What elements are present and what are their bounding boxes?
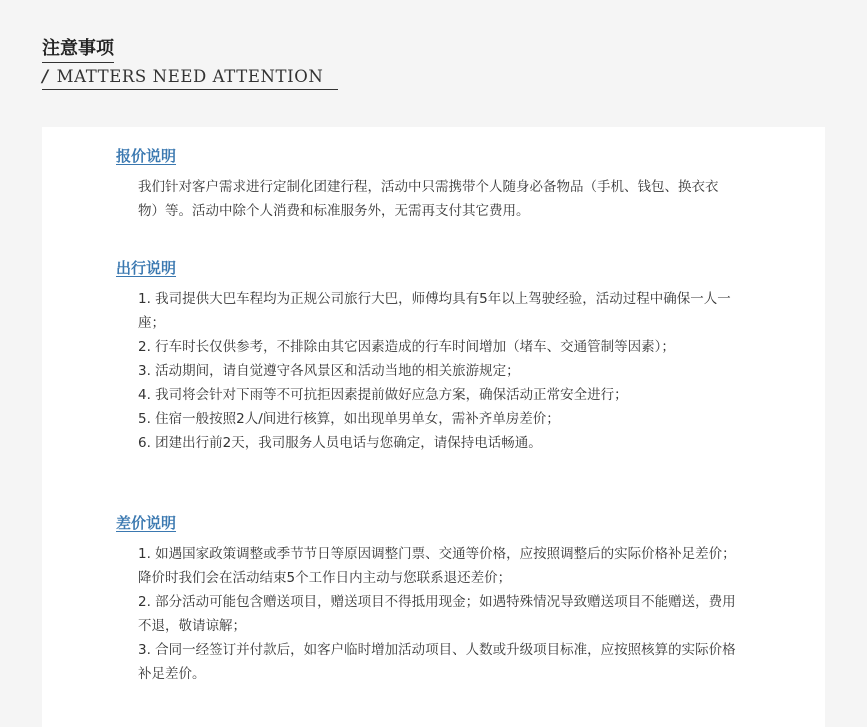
list-item: 5. 住宿一般按照2人/间进行核算，如出现单男单女，需补齐单房差价； (138, 411, 560, 427)
section-title-price-difference[interactable]: 差价说明 (116, 514, 177, 532)
list-item: 3. 活动期间，请自觉遵守各风景区和活动当地的相关旅游规定； (138, 363, 520, 379)
section-title-pricing[interactable]: 报价说明 (116, 147, 177, 165)
page-header (42, 36, 338, 90)
subtitle-text: MATTERS NEED ATTENTION (56, 67, 324, 86)
list-item: 3. 合同一经签订并付款后，如客户临时增加活动项目、人数或升级项目标准，应按照核算的实际价格补足差价。 (138, 642, 736, 682)
section-price-difference (116, 512, 736, 686)
section-title-travel[interactable]: 出行说明 (116, 259, 177, 277)
page-subtitle (42, 66, 338, 90)
list-item: 1. 我司提供大巴车程均为正规公司旅行大巴，师傅均具有5年以上驾驶经验，活动过程中确保一人一座； (138, 291, 731, 331)
list-item: 6. 团建出行前2天，我司服务人员电话与您确定，请保持电话畅通。 (138, 435, 542, 451)
body-paragraph: 我们针对客户需求进行定制化团建行程，活动中只需携带个人随身必备物品（手机、钱包、换衣衣物）等。活动中除个人消费和标准服务外，无需再支付其它费用。 (138, 179, 719, 219)
section-pricing (116, 145, 736, 223)
section-body-price-difference (116, 542, 736, 686)
section-body-pricing (116, 175, 736, 223)
subtitle-slash: / (42, 67, 49, 86)
list-item: 2. 部分活动可能包含赠送项目，赠送项目不得抵用现金；如遇特殊情况导致赠送项目不能赠送，费用不退，敬请谅解； (138, 594, 736, 634)
list-item: 2. 行车时长仅供参考，不排除由其它因素造成的行车时间增加（堵车、交通管制等因素）； (138, 339, 675, 355)
section-body-travel (116, 287, 736, 455)
section-travel (116, 257, 736, 455)
content-card (42, 127, 825, 727)
list-item: 1. 如遇国家政策调整或季节节日等原因调整门票、交通等价格，应按照调整后的实际价格补足差价；降价时我们会在活动结束5个工作日内主动与您联系退还差价； (138, 546, 736, 586)
list-item: 4. 我司将会针对下雨等不可抗拒因素提前做好应急方案，确保活动正常安全进行； (138, 387, 628, 403)
page-title: 注意事项 (42, 36, 114, 63)
